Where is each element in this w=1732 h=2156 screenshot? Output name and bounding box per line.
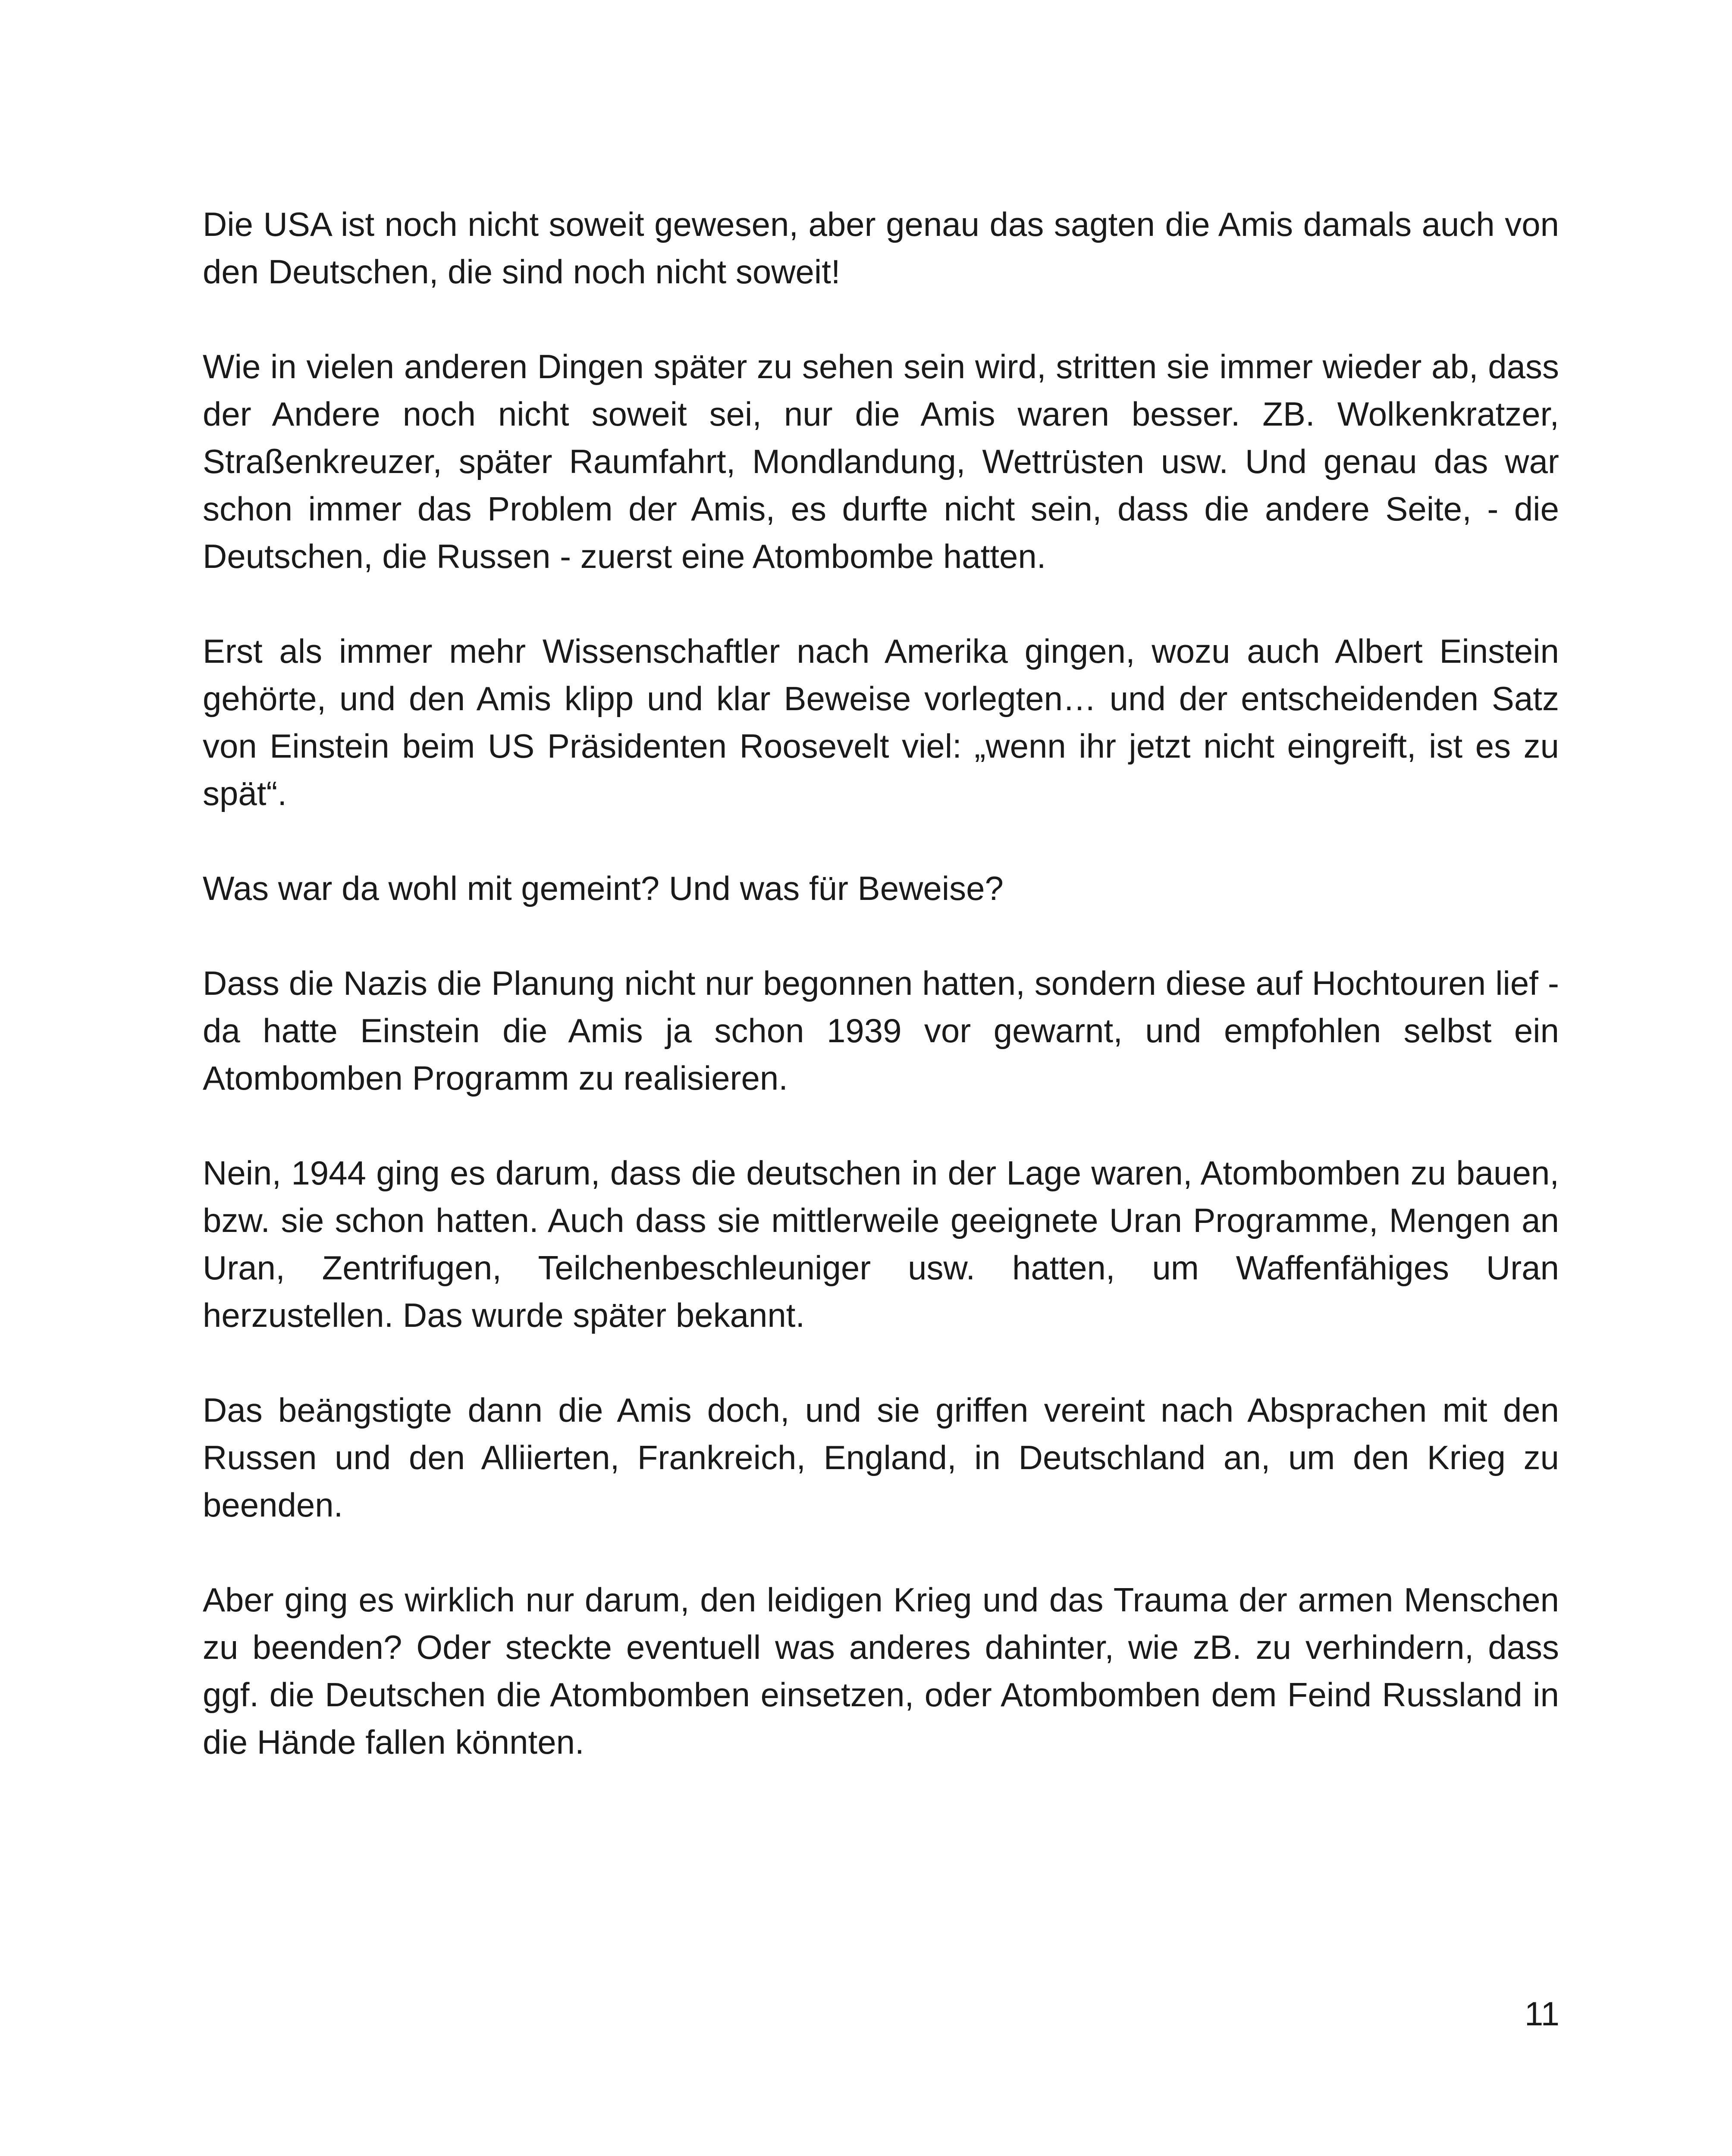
page-number: 11	[1525, 1995, 1559, 2033]
paragraph-3: Erst als immer mehr Wissenschaftler nach Amerika gingen, wozu auch Albert Einstein gehörte, und den Amis klipp und klar Beweise vorlegten… und der entscheidenden Satz von Einstein beim US Präsidenten Roosevelt viel: „wenn ihr jetzt nicht eingreift, ist es zu spät“.	[203, 632, 1559, 812]
paragraph-1: Die USA ist noch nicht soweit gewesen, aber genau das sagten die Amis damals auch von den Deutschen, die sind noch nicht soweit!	[203, 205, 1559, 291]
paragraph-6: Nein, 1944 ging es darum, dass die deutschen in der Lage waren, Atombomben zu bauen, bzw. sie schon hatten. Auch dass sie mittlerweile geeignete Uran Programme, Mengen an Uran, Zentrifugen, Teilchenbeschleuniger usw. hatten, um Waffenfähiges Uran herzustellen. Das wurde später bekannt.	[203, 1154, 1559, 1334]
body-text	[203, 201, 1559, 1813]
paragraph-7: Das beängstigte dann die Amis doch, und sie griffen vereint nach Absprachen mit den Russen und den Alliierten, Frankreich, England, in Deutschland an, um den Krieg zu beenden.	[203, 1391, 1559, 1524]
paragraph-5: Dass die Nazis die Planung nicht nur begonnen hatten, sondern diese auf Hochtouren lief - da hatte Einstein die Amis ja schon 1939 vor gewarnt, und empfohlen selbst ein Atombomben Programm zu realisieren.	[203, 964, 1559, 1097]
paragraph-4: Was war da wohl mit gemeint? Und was für Beweise?	[203, 869, 1004, 907]
paragraph-8: Aber ging es wirklich nur darum, den leidigen Krieg und das Trauma der armen Menschen zu beenden? Oder steckte eventuell was anderes dahinter, wie zB. zu verhindern, dass ggf. die Deutschen die Atombomben einsetzen, oder Atombomben dem Feind Russland in die Hände fallen könnten.	[203, 1581, 1559, 1761]
paragraph-2: Wie in vielen anderen Dingen später zu sehen sein wird, stritten sie immer wieder ab, dass der Andere noch nicht soweit sei, nur die Amis waren besser. ZB. Wolkenkratzer, Straßenkreuzer, später Raumfahrt, Mondlandung, Wettrüsten usw. Und genau das war schon immer das Problem der Amis, es durfte nicht sein, dass die andere Seite, - die Deutschen, die Russen - zuerst eine Atombombe hatten.	[203, 348, 1559, 575]
